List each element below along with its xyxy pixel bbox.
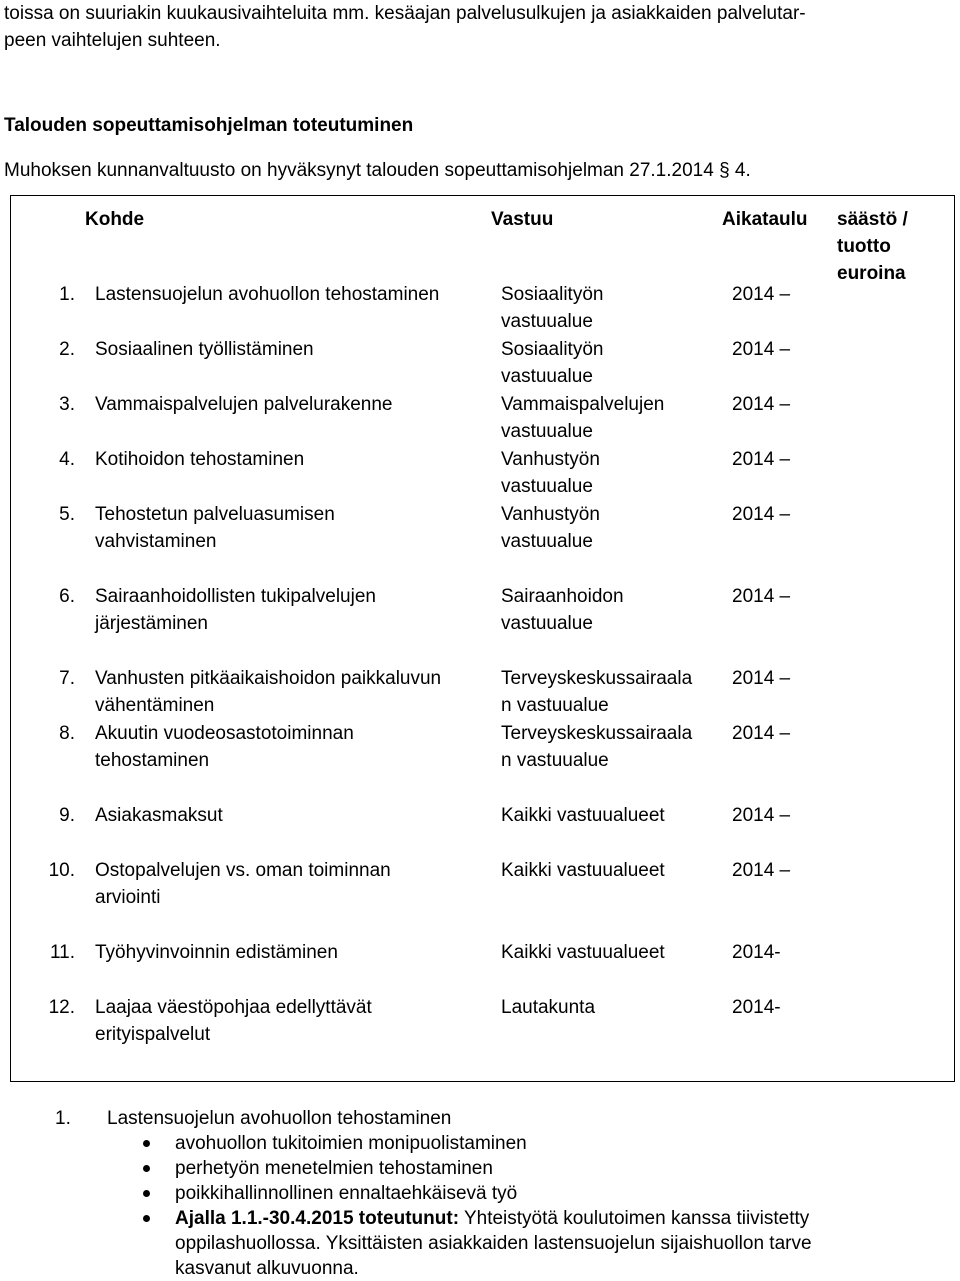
row-vastuu	[501, 857, 721, 884]
kohde-line: Tehostetun palveluasumisen	[95, 504, 335, 525]
kohde-line: Asiakasmaksut	[95, 805, 223, 826]
status-label: Ajalla 1.1.-30.4.2015 toteutunut:	[175, 1208, 460, 1229]
vastuu-line: vastuualue	[501, 421, 593, 442]
row-number: 7.	[59, 668, 75, 689]
status-text: Yhteistyötä koulutoimen kanssa tiivistetty	[459, 1208, 810, 1229]
bullet-item	[55, 1131, 905, 1156]
row-kohde	[95, 939, 490, 966]
row-kohde	[95, 446, 490, 473]
header-kohde: Kohde	[85, 209, 145, 230]
row-aikataulu: 2014 –	[732, 805, 791, 826]
bullet-item	[55, 1206, 905, 1231]
row-vastuu	[501, 939, 721, 966]
row-aikataulu: 2014 –	[732, 449, 791, 470]
row-aikataulu: 2014 –	[732, 504, 791, 525]
vastuu-line: Kaikki vastuualueet	[501, 942, 665, 963]
intro-line-2: peen vaihtelujen suhteen.	[4, 30, 221, 51]
row-kohde	[95, 857, 490, 911]
row-kohde	[95, 583, 490, 637]
kohde-line: Työhyvinvoinnin edistäminen	[95, 942, 338, 963]
status-continuation-1	[55, 1231, 905, 1256]
row-kohde	[95, 336, 490, 363]
row-number: 11.	[49, 942, 75, 963]
vastuu-line: Kaikki vastuualueet	[501, 805, 665, 826]
row-number: 8.	[59, 723, 75, 744]
vastuu-line: n vastuualue	[501, 750, 609, 771]
vastuu-line: Sosiaalityön	[501, 284, 604, 305]
vastuu-line: Terveyskeskussairaala	[501, 723, 693, 744]
vastuu-line: vastuualue	[501, 613, 593, 634]
row-number: 10.	[48, 860, 75, 881]
bullet-text: avohuollon tukitoimien monipuolistaminen	[175, 1133, 527, 1154]
bullet-icon	[143, 1190, 150, 1197]
row-aikataulu: 2014 –	[732, 860, 791, 881]
row-aikataulu: 2014 –	[732, 339, 791, 360]
row-aikataulu: 2014 –	[732, 284, 791, 305]
bullet-text: poikkihallinnollinen ennaltaehkäisevä työ	[175, 1183, 518, 1204]
intro-line-1: toissa on suuriakin kuukausivaihteluita mm. kesäajan palvelusulkujen ja asiakkaiden palvelutar-	[4, 3, 806, 24]
detail-bullet-list	[55, 1131, 905, 1281]
kohde-line: erityispalvelut	[95, 1024, 211, 1045]
row-aikataulu: 2014 –	[732, 394, 791, 415]
adjustment-table	[10, 195, 955, 1082]
row-kohde	[95, 665, 490, 719]
row-vastuu	[501, 665, 721, 719]
vastuu-line: Terveyskeskussairaala	[501, 668, 693, 689]
detail-number: 1.	[55, 1108, 71, 1129]
vastuu-line: vastuualue	[501, 476, 593, 497]
row-vastuu	[501, 446, 721, 500]
row-number: 1.	[59, 284, 75, 305]
kohde-line: järjestäminen	[95, 613, 208, 634]
intro-paragraph	[4, 0, 806, 54]
row-aikataulu: 2014 –	[732, 586, 791, 607]
row-vastuu	[501, 501, 721, 555]
kohde-line: arviointi	[95, 887, 161, 908]
row-kohde	[95, 501, 490, 555]
row-number: 3.	[59, 394, 75, 415]
row-number: 2.	[59, 339, 75, 360]
vastuu-line: Lautakunta	[501, 997, 596, 1018]
row-vastuu	[501, 720, 721, 774]
row-vastuu	[501, 281, 721, 335]
row-kohde	[95, 391, 490, 418]
kohde-line: Kotihoidon tehostaminen	[95, 449, 305, 470]
detail-title-text: Lastensuojelun avohuollon tehostaminen	[107, 1108, 452, 1129]
header-vastuu: Vastuu	[491, 209, 554, 230]
kohde-line: tehostaminen	[95, 750, 210, 771]
vastuu-line: vastuualue	[501, 311, 593, 332]
row-aikataulu: 2014-	[732, 942, 781, 963]
council-statement: Muhoksen kunnanvaltuusto on hyväksynyt talouden sopeuttamisohjelman 27.1.2014 § 4.	[4, 160, 751, 181]
kohde-line: Ostopalvelujen vs. oman toiminnan	[95, 860, 391, 881]
row-kohde	[95, 802, 490, 829]
bullet-text: perhetyön menetelmien tehostaminen	[175, 1158, 493, 1179]
header-saasto-line-3: euroina	[837, 263, 906, 284]
row-vastuu	[501, 391, 721, 445]
vastuu-line: vastuualue	[501, 531, 593, 552]
section-heading: Talouden sopeuttamisohjelman toteutuminen	[4, 115, 414, 136]
row-number: 9.	[59, 805, 75, 826]
vastuu-line: Kaikki vastuualueet	[501, 860, 665, 881]
vastuu-line: Sairaanhoidon	[501, 586, 624, 607]
header-saasto-line-1: säästö /	[837, 209, 908, 230]
header-aikataulu: Aikataulu	[722, 209, 808, 230]
row-kohde	[95, 994, 490, 1048]
kohde-line: Laajaa väestöpohjaa edellyttävät	[95, 997, 372, 1018]
bullet-icon	[143, 1215, 150, 1222]
row-number: 5.	[59, 504, 75, 525]
row-aikataulu: 2014 –	[732, 723, 791, 744]
kohde-line: Vanhusten pitkäaikaishoidon paikkaluvun	[95, 668, 442, 689]
status-continuation-2	[55, 1256, 905, 1281]
row-vastuu	[501, 802, 721, 829]
bullet-item	[55, 1181, 905, 1206]
vastuu-line: Sosiaalityön	[501, 339, 604, 360]
row-number: 12.	[48, 997, 75, 1018]
row-number: 6.	[59, 586, 75, 607]
detail-title	[55, 1106, 451, 1131]
detail-section	[55, 1106, 812, 1279]
vastuu-line: vastuualue	[501, 366, 593, 387]
row-kohde	[95, 281, 490, 308]
header-saasto-line-2: tuotto	[837, 236, 891, 257]
bullet-icon	[143, 1140, 150, 1147]
kohde-line: vahvistaminen	[95, 531, 217, 552]
row-aikataulu: 2014-	[732, 997, 781, 1018]
status-text-line-2: oppilashuollossa. Yksittäisten asiakkaiden lastensuojelun sijaishuollon tarve	[175, 1233, 812, 1254]
vastuu-line: n vastuualue	[501, 695, 609, 716]
kohde-line: Lastensuojelun avohuollon tehostaminen	[95, 284, 440, 305]
vastuu-line: Vanhustyön	[501, 449, 600, 470]
row-vastuu	[501, 583, 721, 637]
vastuu-line: Vanhustyön	[501, 504, 600, 525]
kohde-line: Sosiaalinen työllistäminen	[95, 339, 314, 360]
status-text-line-3: kasvanut alkuvuonna.	[175, 1258, 359, 1279]
kohde-line: vähentäminen	[95, 695, 215, 716]
vastuu-line: Vammaispalvelujen	[501, 394, 665, 415]
bullet-icon	[143, 1165, 150, 1172]
header-saasto	[837, 206, 908, 287]
row-vastuu	[501, 336, 721, 390]
row-aikataulu: 2014 –	[732, 668, 791, 689]
kohde-line: Akuutin vuodeosastotoiminnan	[95, 723, 354, 744]
kohde-line: Vammaispalvelujen palvelurakenne	[95, 394, 393, 415]
row-vastuu	[501, 994, 721, 1021]
bullet-item	[55, 1156, 905, 1181]
row-number: 4.	[59, 449, 75, 470]
kohde-line: Sairaanhoidollisten tukipalvelujen	[95, 586, 376, 607]
row-kohde	[95, 720, 490, 774]
